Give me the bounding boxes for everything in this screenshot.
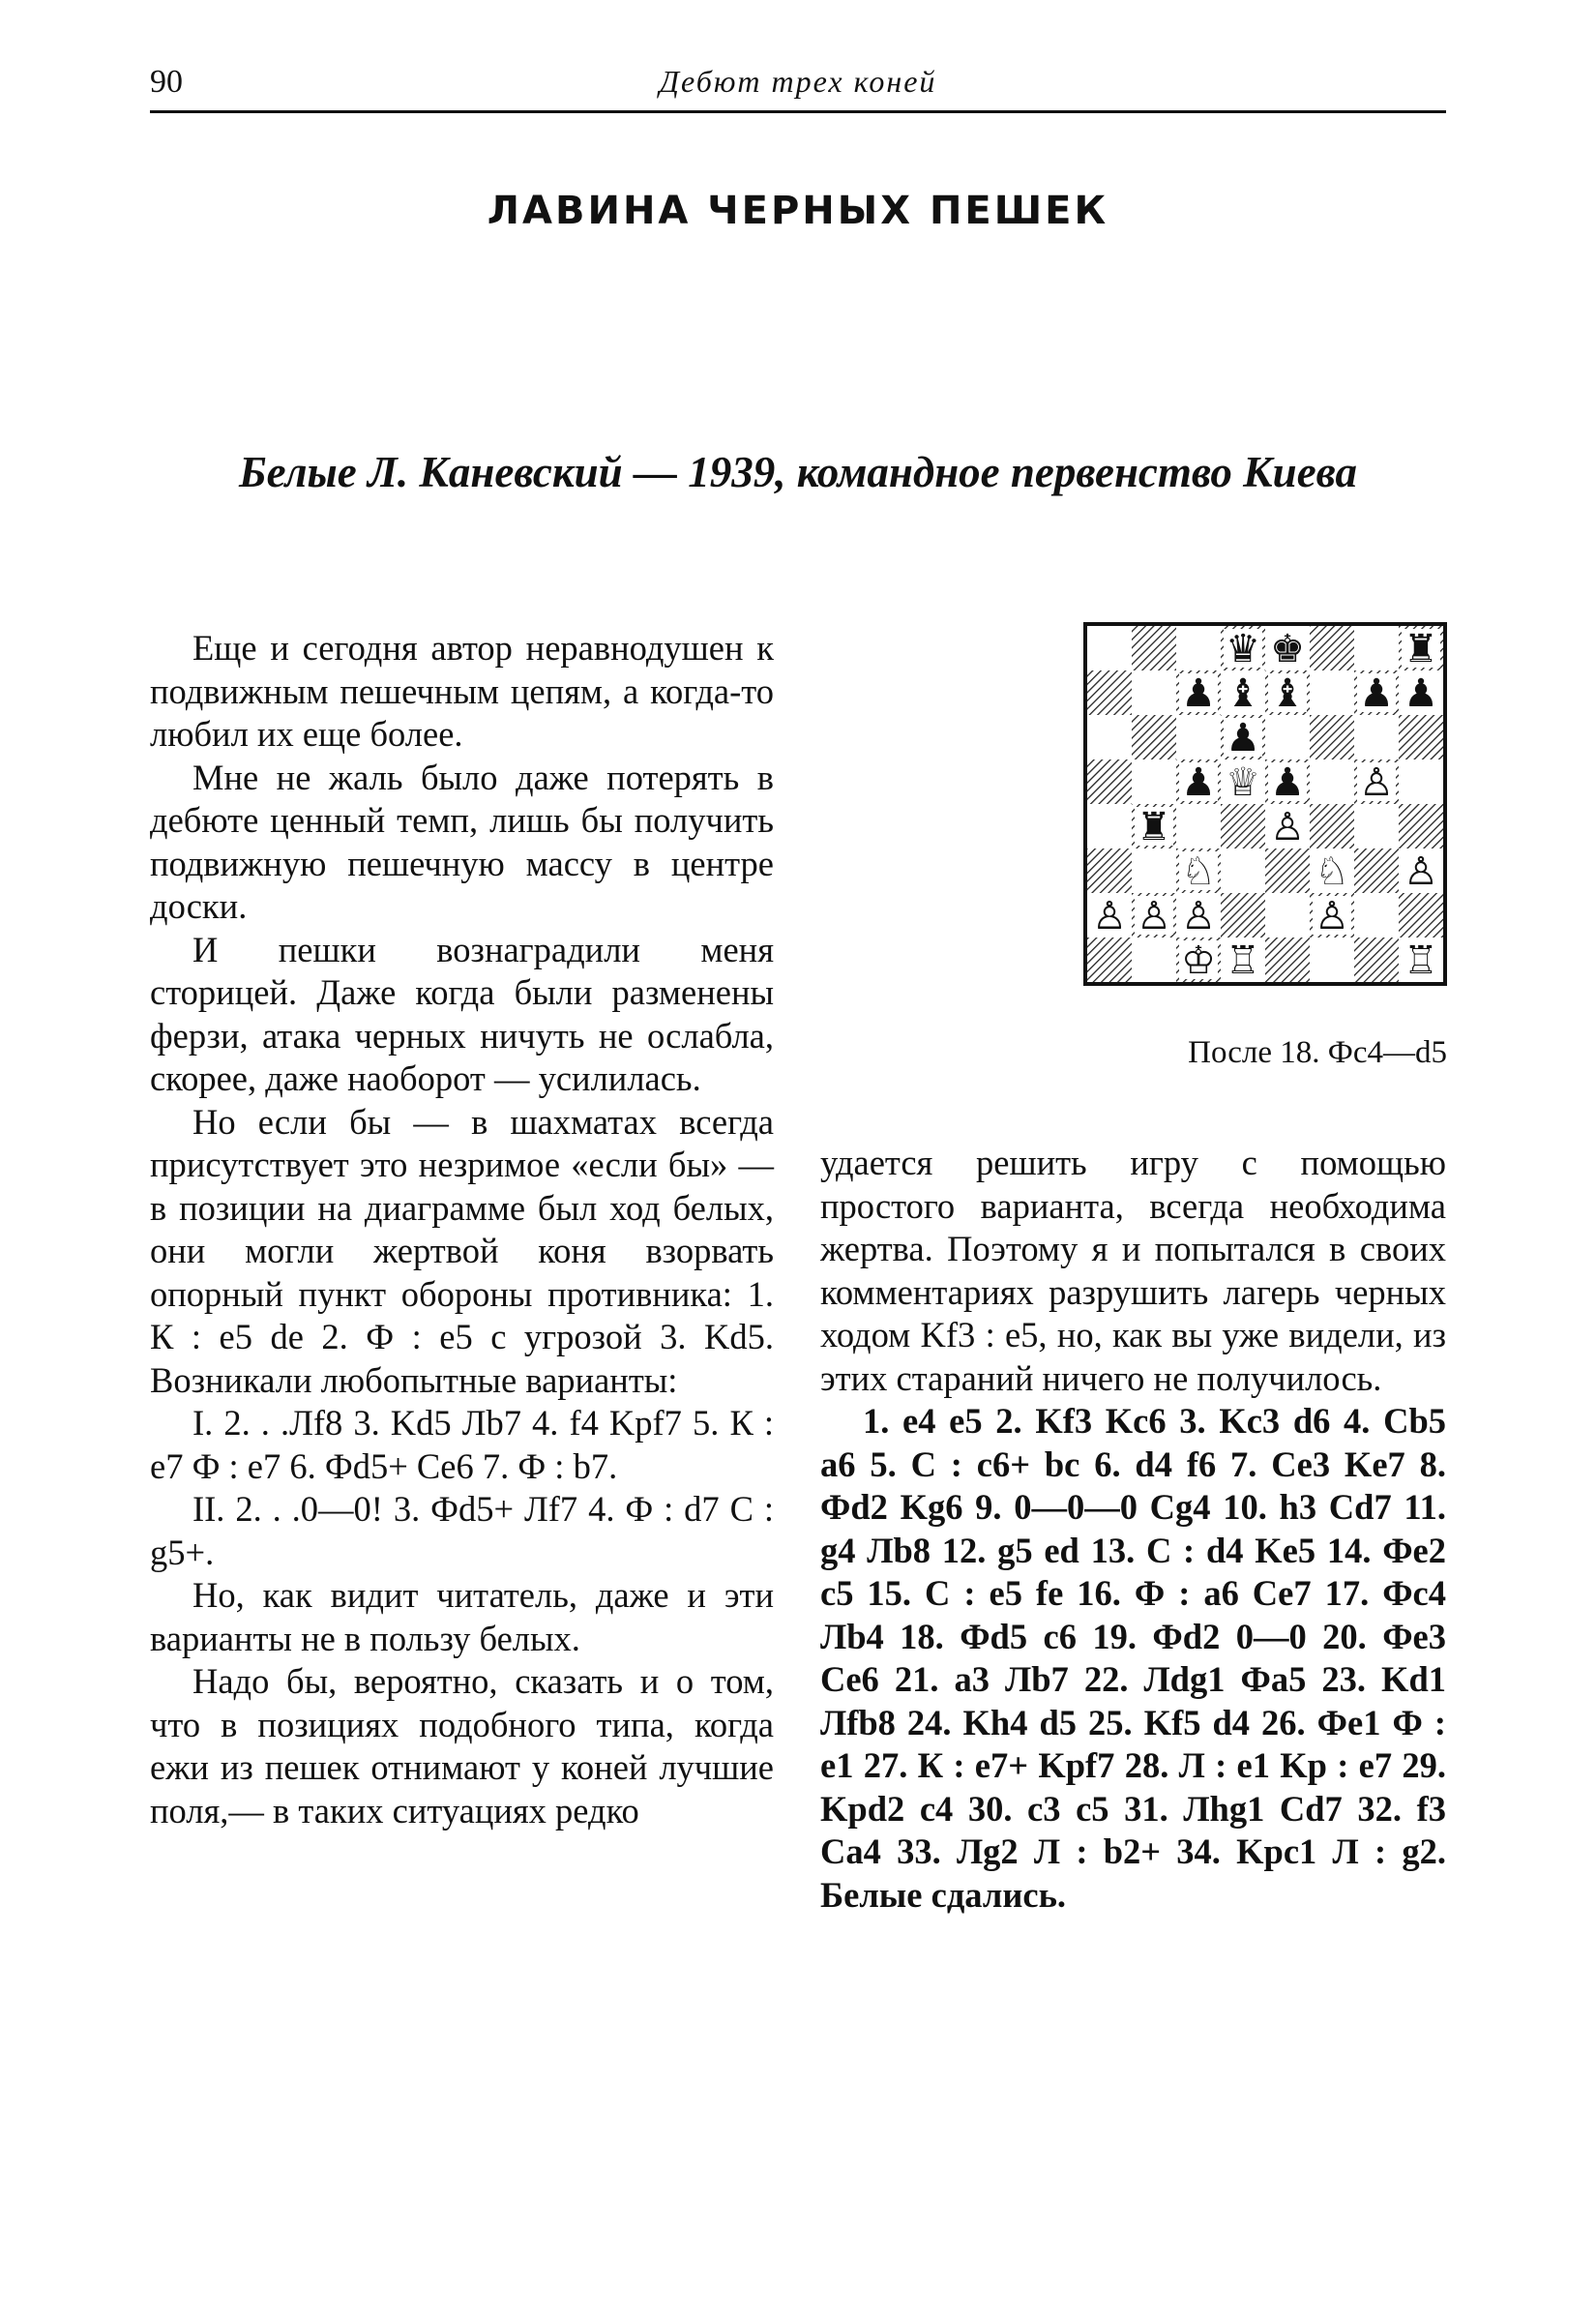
light-square	[1310, 938, 1354, 982]
light-square	[1087, 626, 1132, 670]
white-king-icon: ♔	[1181, 938, 1216, 982]
black-pawn-icon: ♟	[1181, 671, 1216, 716]
game-header: Белые Л. Каневский — 1939, командное первенство Киева	[239, 448, 1357, 496]
white-pawn-icon: ♙	[1137, 894, 1171, 938]
dark-square	[1132, 626, 1176, 670]
dark-square	[1399, 893, 1443, 938]
light-square	[1176, 626, 1221, 670]
light-square	[1087, 804, 1132, 848]
light-square	[1132, 759, 1176, 804]
paragraph: Еще и сегодня автор неравнодушен к подвижным пешечным цепям, а когда-то любил их еще более.	[150, 628, 774, 754]
left-column	[150, 627, 774, 1832]
dark-square	[1087, 759, 1132, 804]
paragraph: Но, как видит читатель, даже и эти варианты не в пользу белых.	[150, 1575, 774, 1658]
dark-square	[1310, 715, 1354, 759]
black-queen-icon: ♛	[1226, 627, 1260, 671]
game-moves: 1. e4 e5 2. Kf3 Kc6 3. Kc3 d6 4. Cb5 a6 5. C : c6+ bc 6. d4 f6 7. Ce3 Ke7 8. Фd2 Kg6 9. 0—0—0 Cg4 10. h3 Cd7 11. g4 Лb8 12. g5 ed 13. C : d4 Ke5 14. Фe2 c5 15. C : e5 fe 16. Ф : a6 Ce7 17. Фc4 Лb4 18. Фd5 c6 19. Фd2 0—0 20. Фe3 Ce6 21. a3 Лb7 22. Лdg1 Фa5 23. Kd1 Лfb8 24. Kh4 d5 25. Kf5 d4 26. Фe1 Ф : e1 27. К : e7+ Kpf7 28. Л : e1 Kp : e7 29. Kpd2 c4 30. c3 c5 31. Лhg1 Cd7 32. f3 Ca4 33. Лg2 Л : b2+ 34. Kpc1 Л : g2. Белые сдались.	[820, 1401, 1446, 1915]
light-square	[1176, 715, 1221, 759]
dark-square	[1265, 848, 1310, 893]
white-queen-icon: ♕	[1226, 760, 1260, 805]
paragraph: И пешки вознаградили меня сторицей. Даже когда были разменены ферзи, атака черных ничуть не ослабла, скорее, даже наоборот — усилилась.	[150, 929, 774, 1098]
black-pawn-icon: ♟	[1181, 760, 1216, 805]
paragraph-continuation: удается решить игру с помощью простого варианта, всегда необходима жертва. Поэтому я и попытался в своих комментариях разрушить лагерь черных ходом Kf3 : e5, но, как вы уже видели, из этих стараний ничего не получилось.	[820, 1143, 1446, 1398]
white-pawn-icon: ♙	[1359, 760, 1394, 805]
light-square	[1399, 759, 1443, 804]
dark-square	[1310, 626, 1354, 670]
diagram-caption: После 18. Фc4—d5	[1188, 1035, 1447, 1070]
light-square	[1087, 715, 1132, 759]
light-square	[1310, 670, 1354, 715]
white-pawn-icon: ♙	[1315, 894, 1349, 938]
dark-square	[1399, 804, 1443, 848]
dark-square	[1221, 804, 1265, 848]
black-king-icon: ♚	[1270, 627, 1305, 671]
light-square	[1132, 848, 1176, 893]
white-pawn-icon: ♙	[1181, 894, 1216, 938]
running-title: Дебют трех коней	[659, 64, 937, 99]
variation-one: I. 2. . .Лf8 3. Kd5 Лb7 4. f4 Kpf7 5. К : e7 Ф : e7 6. Фd5+ Ce6 7. Ф : b7.	[150, 1403, 774, 1486]
variation-two: II. 2. . .0—0! 3. Фd5+ Лf7 4. Ф : d7 C : g5+.	[150, 1489, 774, 1572]
white-pawn-icon: ♙	[1270, 805, 1305, 849]
dark-square	[1087, 938, 1132, 982]
white-knight-icon: ♘	[1181, 849, 1216, 894]
chess-diagram	[1083, 622, 1447, 986]
dark-square	[1354, 938, 1399, 982]
dark-square	[1310, 804, 1354, 848]
white-pawn-icon: ♙	[1404, 849, 1438, 894]
black-rook-icon: ♜	[1404, 627, 1438, 671]
black-pawn-icon: ♟	[1270, 760, 1305, 805]
light-square	[1132, 938, 1176, 982]
black-pawn-icon: ♟	[1404, 671, 1438, 716]
dark-square	[1354, 848, 1399, 893]
light-square	[1354, 893, 1399, 938]
dark-square	[1087, 670, 1132, 715]
dark-square	[1087, 848, 1132, 893]
dark-square	[1265, 938, 1310, 982]
light-square	[1132, 670, 1176, 715]
light-square	[1265, 893, 1310, 938]
right-column	[820, 1142, 1446, 1917]
paragraph: Но если бы — в шахматах всегда присутствует это незримое «если бы» — в позиции на диаграмме был ход белых, они могли жертвой коня взорвать опорный пункт обороны противника: 1. К : e5 de 2. Ф : e5 с угрозой 3. Kd5. Возникали любопытные варианты:	[150, 1101, 774, 1400]
white-rook-icon: ♖	[1404, 938, 1438, 982]
chess-board	[1087, 626, 1443, 982]
white-pawn-icon: ♙	[1092, 894, 1127, 938]
paragraph: Надо бы, вероятно, сказать и о том, что в позициях подобного типа, когда ежи из пешек отнимают у коней лучшие поля,— в таких ситуациях редко	[150, 1661, 774, 1831]
black-pawn-icon: ♟	[1226, 716, 1260, 760]
running-header	[150, 60, 1446, 113]
light-square	[1354, 626, 1399, 670]
chapter-title: ЛАВИНА ЧЕРНЫХ ПЕШЕК	[487, 189, 1109, 233]
page-number: 90	[150, 64, 183, 100]
light-square	[1221, 848, 1265, 893]
light-square	[1265, 715, 1310, 759]
light-square	[1354, 804, 1399, 848]
dark-square	[1132, 715, 1176, 759]
dark-square	[1399, 715, 1443, 759]
black-bishop-icon: ♝	[1270, 671, 1305, 716]
light-square	[1354, 715, 1399, 759]
black-rook-icon: ♜	[1137, 805, 1171, 849]
dark-square	[1221, 893, 1265, 938]
black-bishop-icon: ♝	[1226, 671, 1260, 716]
white-rook-icon: ♖	[1226, 938, 1260, 982]
paragraph: Мне не жаль было даже потерять в дебюте ценный темп, лишь бы получить подвижную пешечную массу в центре доски.	[150, 757, 774, 926]
black-pawn-icon: ♟	[1359, 671, 1394, 716]
light-square	[1310, 759, 1354, 804]
light-square	[1176, 804, 1221, 848]
white-knight-icon: ♘	[1315, 849, 1349, 894]
